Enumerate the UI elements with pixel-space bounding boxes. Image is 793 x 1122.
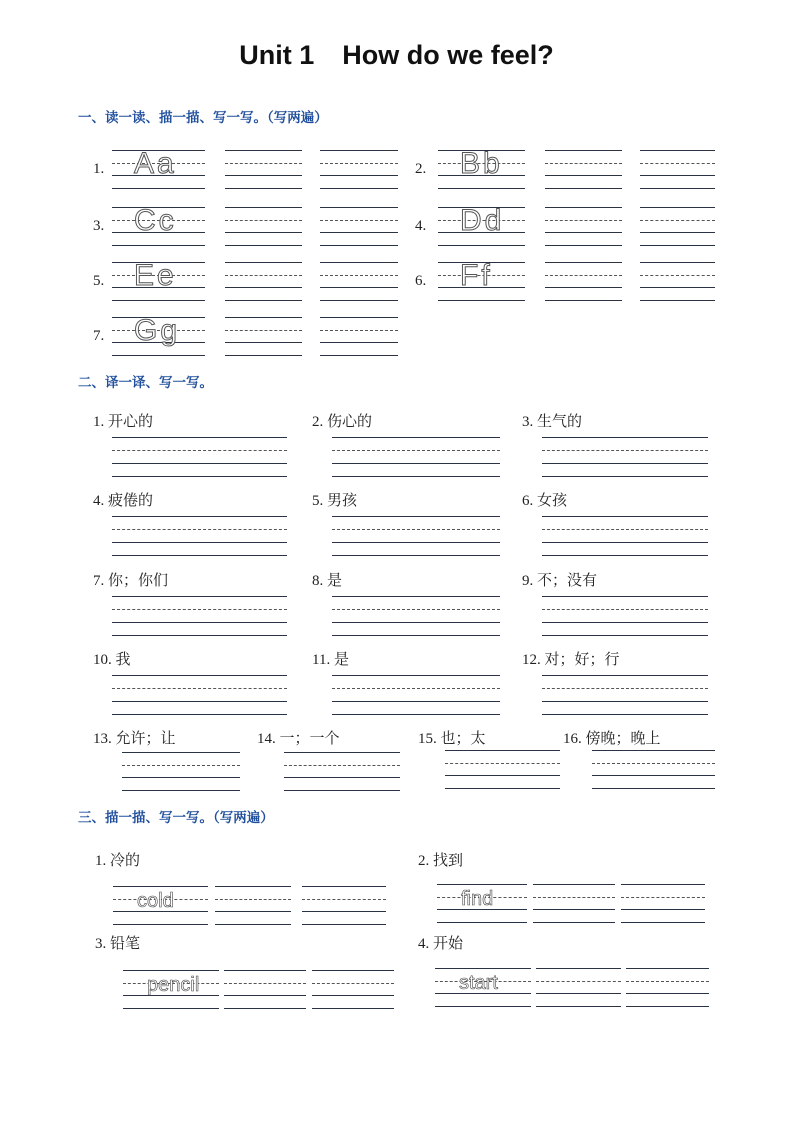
writing-lines[interactable] xyxy=(332,516,500,556)
dotted-guide-line xyxy=(545,163,622,164)
guide-line xyxy=(225,287,302,288)
guide-line xyxy=(320,207,398,208)
guide-line xyxy=(545,175,622,176)
guide-line xyxy=(332,675,500,676)
guide-line xyxy=(533,884,615,885)
guide-line xyxy=(621,922,705,923)
guide-line xyxy=(332,596,500,597)
guide-line xyxy=(320,245,398,246)
guide-line xyxy=(545,188,622,189)
writing-lines[interactable] xyxy=(542,675,708,715)
writing-lines[interactable] xyxy=(225,150,302,190)
guide-line xyxy=(640,300,715,301)
writing-lines[interactable] xyxy=(320,262,398,302)
item-label: 1. 冷的 xyxy=(95,853,141,869)
guide-line xyxy=(112,675,287,676)
guide-line xyxy=(225,300,302,301)
guide-line xyxy=(545,207,622,208)
dotted-guide-line xyxy=(122,765,240,766)
section-1-heading: 一、读一读、描一描、写一写。（写两遍） xyxy=(78,110,328,126)
item-label: 3. 生气的 xyxy=(522,414,583,430)
page-title xyxy=(0,40,793,71)
dotted-guide-line xyxy=(621,897,705,898)
guide-line xyxy=(215,924,291,925)
item-label: 15. 也；太 xyxy=(418,731,486,747)
dotted-guide-line xyxy=(545,275,622,276)
guide-line xyxy=(332,463,500,464)
guide-line xyxy=(545,262,622,263)
trace-word: start xyxy=(459,972,498,994)
guide-line xyxy=(542,701,708,702)
dotted-guide-line xyxy=(225,163,302,164)
guide-line xyxy=(112,555,287,556)
writing-lines[interactable] xyxy=(215,886,291,926)
section-3-heading: 三、描一描、写一写。（写两遍） xyxy=(78,810,274,826)
guide-line xyxy=(225,342,302,343)
guide-line xyxy=(320,232,398,233)
guide-line xyxy=(312,995,394,996)
writing-lines[interactable] xyxy=(533,884,615,924)
guide-line xyxy=(445,775,560,776)
dotted-guide-line xyxy=(533,897,615,898)
guide-line xyxy=(640,287,715,288)
writing-lines[interactable] xyxy=(545,207,622,247)
writing-lines[interactable] xyxy=(122,752,240,792)
guide-line xyxy=(545,245,622,246)
guide-line xyxy=(112,300,205,301)
guide-line xyxy=(112,542,287,543)
guide-line xyxy=(542,476,708,477)
dotted-guide-line xyxy=(592,763,715,764)
guide-line xyxy=(320,188,398,189)
guide-line xyxy=(284,777,400,778)
guide-line xyxy=(438,300,525,301)
dotted-guide-line xyxy=(215,899,291,900)
guide-line xyxy=(225,175,302,176)
guide-line xyxy=(437,884,527,885)
dotted-guide-line xyxy=(112,609,287,610)
unit-title: How do we feel? xyxy=(342,40,554,70)
guide-line xyxy=(112,714,287,715)
writing-lines[interactable] xyxy=(640,262,715,302)
guide-line xyxy=(302,886,386,887)
dotted-guide-line xyxy=(640,163,715,164)
trace-letters: Gg xyxy=(134,314,181,347)
trace-letters: Ff xyxy=(460,259,493,292)
item-label: 3. 铅笔 xyxy=(95,936,141,952)
writing-lines[interactable] xyxy=(445,750,560,790)
guide-line xyxy=(545,300,622,301)
guide-line xyxy=(445,750,560,751)
writing-lines[interactable] xyxy=(332,596,500,636)
guide-line xyxy=(225,188,302,189)
guide-line xyxy=(225,355,302,356)
dotted-guide-line xyxy=(626,981,709,982)
writing-lines[interactable] xyxy=(320,207,398,247)
writing-lines[interactable] xyxy=(112,596,287,636)
guide-line xyxy=(225,207,302,208)
dotted-guide-line xyxy=(445,763,560,764)
guide-line xyxy=(112,245,205,246)
writing-lines[interactable] xyxy=(320,150,398,190)
guide-line xyxy=(123,970,219,971)
writing-lines[interactable] xyxy=(225,207,302,247)
guide-line xyxy=(284,790,400,791)
writing-lines[interactable] xyxy=(284,752,400,792)
dotted-guide-line xyxy=(542,450,708,451)
guide-line xyxy=(640,188,715,189)
item-number: 5. xyxy=(93,273,105,289)
item-label: 6. 女孩 xyxy=(522,493,568,509)
guide-line xyxy=(438,188,525,189)
writing-lines[interactable] xyxy=(542,437,708,477)
item-label: 1. 开心的 xyxy=(93,414,154,430)
dotted-guide-line xyxy=(320,330,398,331)
writing-lines[interactable] xyxy=(225,317,302,357)
dotted-guide-line xyxy=(332,688,500,689)
guide-line xyxy=(640,262,715,263)
guide-line xyxy=(215,911,291,912)
dotted-guide-line xyxy=(320,275,398,276)
writing-lines[interactable] xyxy=(545,262,622,302)
guide-line xyxy=(122,752,240,753)
writing-lines[interactable] xyxy=(332,437,500,477)
guide-line xyxy=(640,207,715,208)
guide-line xyxy=(542,675,708,676)
writing-lines[interactable] xyxy=(332,675,500,715)
guide-line xyxy=(224,995,306,996)
dotted-guide-line xyxy=(112,450,287,451)
dotted-guide-line xyxy=(225,275,302,276)
writing-lines[interactable] xyxy=(312,970,394,1010)
dotted-guide-line xyxy=(542,688,708,689)
guide-line xyxy=(320,342,398,343)
trace-letters: Ee xyxy=(134,259,177,292)
item-label: 16. 傍晚；晚上 xyxy=(563,731,661,747)
section-2-heading: 二、译一译、写一写。 xyxy=(78,375,213,391)
guide-line xyxy=(225,317,302,318)
guide-line xyxy=(112,188,205,189)
guide-line xyxy=(225,245,302,246)
dotted-guide-line xyxy=(284,765,400,766)
dotted-guide-line xyxy=(542,609,708,610)
writing-lines[interactable] xyxy=(542,516,708,556)
guide-line xyxy=(113,924,208,925)
guide-line xyxy=(320,150,398,151)
guide-line xyxy=(332,516,500,517)
writing-lines[interactable] xyxy=(621,884,705,924)
item-label: 2. 伤心的 xyxy=(312,414,373,430)
guide-line xyxy=(332,701,500,702)
item-label: 2. 找到 xyxy=(418,853,464,869)
trace-letters: Bb xyxy=(460,147,503,180)
guide-line xyxy=(542,555,708,556)
guide-line xyxy=(112,437,287,438)
guide-line xyxy=(626,993,709,994)
dotted-guide-line xyxy=(225,220,302,221)
guide-line xyxy=(542,622,708,623)
trace-letters: Dd xyxy=(460,204,505,237)
guide-line xyxy=(542,542,708,543)
trace-letters: Aa xyxy=(134,147,177,180)
writing-lines[interactable] xyxy=(320,317,398,357)
guide-line xyxy=(536,993,621,994)
item-label: 9. 不；没有 xyxy=(522,573,598,589)
writing-lines[interactable] xyxy=(626,968,709,1008)
writing-lines[interactable] xyxy=(545,150,622,190)
guide-line xyxy=(332,555,500,556)
guide-line xyxy=(545,150,622,151)
writing-lines[interactable] xyxy=(112,516,287,556)
guide-line xyxy=(215,886,291,887)
dotted-guide-line xyxy=(545,220,622,221)
item-number: 3. xyxy=(93,218,105,234)
dotted-guide-line xyxy=(332,529,500,530)
item-label: 14. 一；一个 xyxy=(257,731,340,747)
dotted-guide-line xyxy=(332,450,500,451)
guide-line xyxy=(438,245,525,246)
guide-line xyxy=(224,970,306,971)
guide-line xyxy=(112,596,287,597)
item-label: 4. 疲倦的 xyxy=(93,493,154,509)
guide-line xyxy=(112,476,287,477)
trace-word: find xyxy=(461,888,494,910)
guide-line xyxy=(225,150,302,151)
item-number: 7. xyxy=(93,328,105,344)
guide-line xyxy=(113,886,208,887)
item-label: 7. 你；你们 xyxy=(93,573,169,589)
dotted-guide-line xyxy=(112,529,287,530)
dotted-guide-line xyxy=(312,983,394,984)
guide-line xyxy=(592,750,715,751)
dotted-guide-line xyxy=(536,981,621,982)
dotted-guide-line xyxy=(640,275,715,276)
guide-line xyxy=(112,516,287,517)
writing-lines[interactable] xyxy=(224,970,306,1010)
guide-line xyxy=(542,596,708,597)
guide-line xyxy=(112,463,287,464)
guide-line xyxy=(435,1006,531,1007)
item-label: 11. 是 xyxy=(312,652,349,668)
item-label: 8. 是 xyxy=(312,573,343,589)
guide-line xyxy=(302,911,386,912)
item-number: 1. xyxy=(93,161,105,177)
guide-line xyxy=(626,1006,709,1007)
dotted-guide-line xyxy=(225,330,302,331)
guide-line xyxy=(122,790,240,791)
writing-lines[interactable] xyxy=(536,968,621,1008)
writing-lines[interactable] xyxy=(112,675,287,715)
guide-line xyxy=(621,884,705,885)
guide-line xyxy=(533,922,615,923)
guide-line xyxy=(542,463,708,464)
guide-line xyxy=(320,287,398,288)
writing-lines[interactable] xyxy=(640,150,715,190)
trace-word: cold xyxy=(137,890,174,912)
guide-line xyxy=(332,714,500,715)
dotted-guide-line xyxy=(542,529,708,530)
dotted-guide-line xyxy=(320,220,398,221)
dotted-guide-line xyxy=(224,983,306,984)
dotted-guide-line xyxy=(302,899,386,900)
guide-line xyxy=(320,262,398,263)
guide-line xyxy=(332,476,500,477)
item-number: 6. xyxy=(415,273,427,289)
item-number: 2. xyxy=(415,161,427,177)
guide-line xyxy=(542,516,708,517)
guide-line xyxy=(621,909,705,910)
guide-line xyxy=(312,1008,394,1009)
guide-line xyxy=(640,245,715,246)
guide-line xyxy=(302,924,386,925)
guide-line xyxy=(112,622,287,623)
guide-line xyxy=(545,232,622,233)
writing-lines[interactable] xyxy=(640,207,715,247)
guide-line xyxy=(332,542,500,543)
item-label: 4. 开始 xyxy=(418,936,464,952)
writing-lines[interactable] xyxy=(542,596,708,636)
guide-line xyxy=(640,175,715,176)
guide-line xyxy=(536,1006,621,1007)
dotted-guide-line xyxy=(640,220,715,221)
guide-line xyxy=(542,714,708,715)
dotted-guide-line xyxy=(332,609,500,610)
guide-line xyxy=(224,1008,306,1009)
item-label: 5. 男孩 xyxy=(312,493,358,509)
guide-line xyxy=(112,701,287,702)
guide-line xyxy=(320,355,398,356)
item-label: 13. 允许；让 xyxy=(93,731,176,747)
writing-lines[interactable] xyxy=(225,262,302,302)
guide-line xyxy=(284,752,400,753)
guide-line xyxy=(592,788,715,789)
guide-line xyxy=(320,300,398,301)
guide-line xyxy=(545,287,622,288)
guide-line xyxy=(332,635,500,636)
item-label: 10. 我 xyxy=(93,652,131,668)
trace-word: pencil xyxy=(147,974,200,996)
guide-line xyxy=(332,437,500,438)
writing-lines[interactable] xyxy=(592,750,715,790)
writing-lines[interactable] xyxy=(112,437,287,477)
guide-line xyxy=(320,175,398,176)
item-number: 4. xyxy=(415,218,427,234)
guide-line xyxy=(435,968,531,969)
guide-line xyxy=(112,635,287,636)
guide-line xyxy=(225,262,302,263)
guide-line xyxy=(542,635,708,636)
guide-line xyxy=(536,968,621,969)
guide-line xyxy=(542,437,708,438)
guide-line xyxy=(445,788,560,789)
unit-label: Unit 1 xyxy=(239,40,315,70)
guide-line xyxy=(225,232,302,233)
guide-line xyxy=(320,317,398,318)
guide-line xyxy=(533,909,615,910)
dotted-guide-line xyxy=(320,163,398,164)
guide-line xyxy=(112,355,205,356)
guide-line xyxy=(122,777,240,778)
guide-line xyxy=(312,970,394,971)
writing-lines[interactable] xyxy=(302,886,386,926)
guide-line xyxy=(626,968,709,969)
item-label: 12. 对；好；行 xyxy=(522,652,620,668)
trace-letters: Cc xyxy=(134,204,177,237)
guide-line xyxy=(437,922,527,923)
dotted-guide-line xyxy=(112,688,287,689)
guide-line xyxy=(640,150,715,151)
guide-line xyxy=(592,775,715,776)
guide-line xyxy=(640,232,715,233)
guide-line xyxy=(332,622,500,623)
guide-line xyxy=(123,1008,219,1009)
